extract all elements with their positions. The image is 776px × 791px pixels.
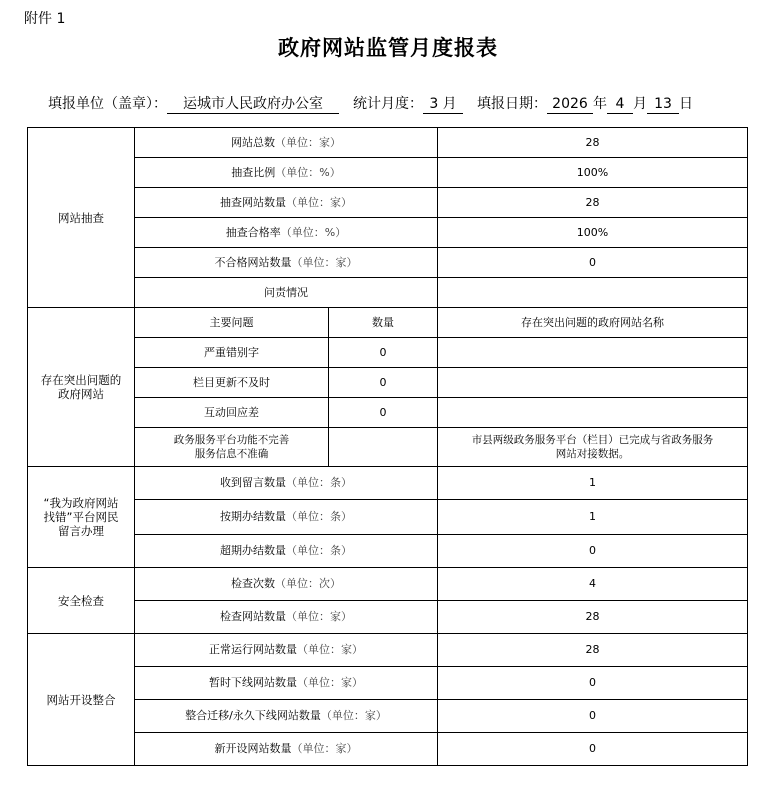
section-setup: 网站开设整合 xyxy=(28,634,135,766)
row-value: 100% xyxy=(438,218,748,248)
month-char: 月 xyxy=(633,96,647,112)
issue-sites xyxy=(438,398,748,428)
row-label: 抽查网站数量（单位：家） xyxy=(135,188,438,218)
row-value: 28 xyxy=(438,128,748,158)
page-title: 政府网站监管月度报表 xyxy=(278,35,498,60)
table-row xyxy=(28,667,748,700)
table-row xyxy=(28,248,748,278)
issue-count: 0 xyxy=(329,338,438,368)
row-label: 问责情况 xyxy=(135,278,438,308)
row-value xyxy=(438,278,748,308)
table-row xyxy=(28,467,748,500)
row-label: 收到留言数量（单位：条） xyxy=(135,467,438,500)
issue-count: 0 xyxy=(329,398,438,428)
row-value: 0 xyxy=(438,700,748,733)
col-header-count: 数量 xyxy=(329,308,438,338)
row-value: 0 xyxy=(438,667,748,700)
issue-count xyxy=(329,428,438,467)
section-messages: “我为政府网站 找错”平台网民 留言办理 xyxy=(28,467,135,568)
table-row xyxy=(28,634,748,667)
date-month: 4 xyxy=(607,96,633,114)
attachment-label: 附件 1 xyxy=(24,11,66,27)
issue-sites xyxy=(438,368,748,398)
issue-sites: 市县两级政务服务平台（栏目）已完成与省政务服务 网站对接数据。 xyxy=(438,428,748,467)
table-row xyxy=(28,128,748,158)
row-label: 抽查比例（单位：%） xyxy=(135,158,438,188)
issue-sites xyxy=(438,338,748,368)
month-label: 统计月度： xyxy=(353,96,423,112)
row-label: 整合迁移/永久下线网站数量（单位：家） xyxy=(135,700,438,733)
row-label: 新开设网站数量（单位：家） xyxy=(135,733,438,766)
table-header-row xyxy=(28,308,748,338)
year-char: 年 xyxy=(593,96,607,112)
table-row xyxy=(28,700,748,733)
date-day: 13 xyxy=(647,96,679,114)
row-value: 28 xyxy=(438,634,748,667)
row-label: 不合格网站数量（单位：家） xyxy=(135,248,438,278)
table-row xyxy=(28,218,748,248)
table-row xyxy=(28,568,748,601)
row-label: 检查次数（单位：次） xyxy=(135,568,438,601)
row-value: 1 xyxy=(438,500,748,535)
issue-label: 栏目更新不及时 xyxy=(135,368,329,398)
unit-label: 填报单位（盖章）： xyxy=(48,96,167,112)
row-label: 检查网站数量（单位：家） xyxy=(135,601,438,634)
row-label: 网站总数（单位：家） xyxy=(135,128,438,158)
row-label: 暂时下线网站数量（单位：家） xyxy=(135,667,438,700)
row-value: 0 xyxy=(438,733,748,766)
issue-label: 互动回应差 xyxy=(135,398,329,428)
row-label: 抽查合格率（单位：%） xyxy=(135,218,438,248)
table-row xyxy=(28,398,748,428)
row-value: 0 xyxy=(438,248,748,278)
row-value: 28 xyxy=(438,188,748,218)
table-row xyxy=(28,338,748,368)
table-row xyxy=(28,535,748,568)
col-header-issue: 主要问题 xyxy=(135,308,329,338)
table-row xyxy=(28,428,748,467)
table-row xyxy=(28,278,748,308)
month-value: 3 月 xyxy=(423,96,463,114)
section-security: 安全检查 xyxy=(28,568,135,634)
section-problems: 存在突出问题的 政府网站 xyxy=(28,308,135,467)
row-label: 超期办结数量（单位：条） xyxy=(135,535,438,568)
col-header-sites: 存在突出问题的政府网站名称 xyxy=(438,308,748,338)
row-label: 按期办结数量（单位：条） xyxy=(135,500,438,535)
table-row xyxy=(28,368,748,398)
date-year: 2026 xyxy=(547,96,593,114)
day-char: 日 xyxy=(679,96,693,112)
report-header xyxy=(48,93,693,114)
table-row xyxy=(28,601,748,634)
row-value: 0 xyxy=(438,535,748,568)
issue-count: 0 xyxy=(329,368,438,398)
table-row xyxy=(28,733,748,766)
row-value: 4 xyxy=(438,568,748,601)
date-label: 填报日期： xyxy=(477,96,547,112)
row-label: 正常运行网站数量（单位：家） xyxy=(135,634,438,667)
issue-label: 政务服务平台功能不完善 服务信息不准确 xyxy=(135,428,329,467)
section-spot-check: 网站抽查 xyxy=(28,128,135,308)
issue-label: 严重错别字 xyxy=(135,338,329,368)
row-value: 28 xyxy=(438,601,748,634)
row-value: 100% xyxy=(438,158,748,188)
table-row xyxy=(28,158,748,188)
table-row xyxy=(28,188,748,218)
row-value: 1 xyxy=(438,467,748,500)
report-table xyxy=(27,127,748,766)
unit-value: 运城市人民政府办公室 xyxy=(167,96,339,114)
table-row xyxy=(28,500,748,535)
